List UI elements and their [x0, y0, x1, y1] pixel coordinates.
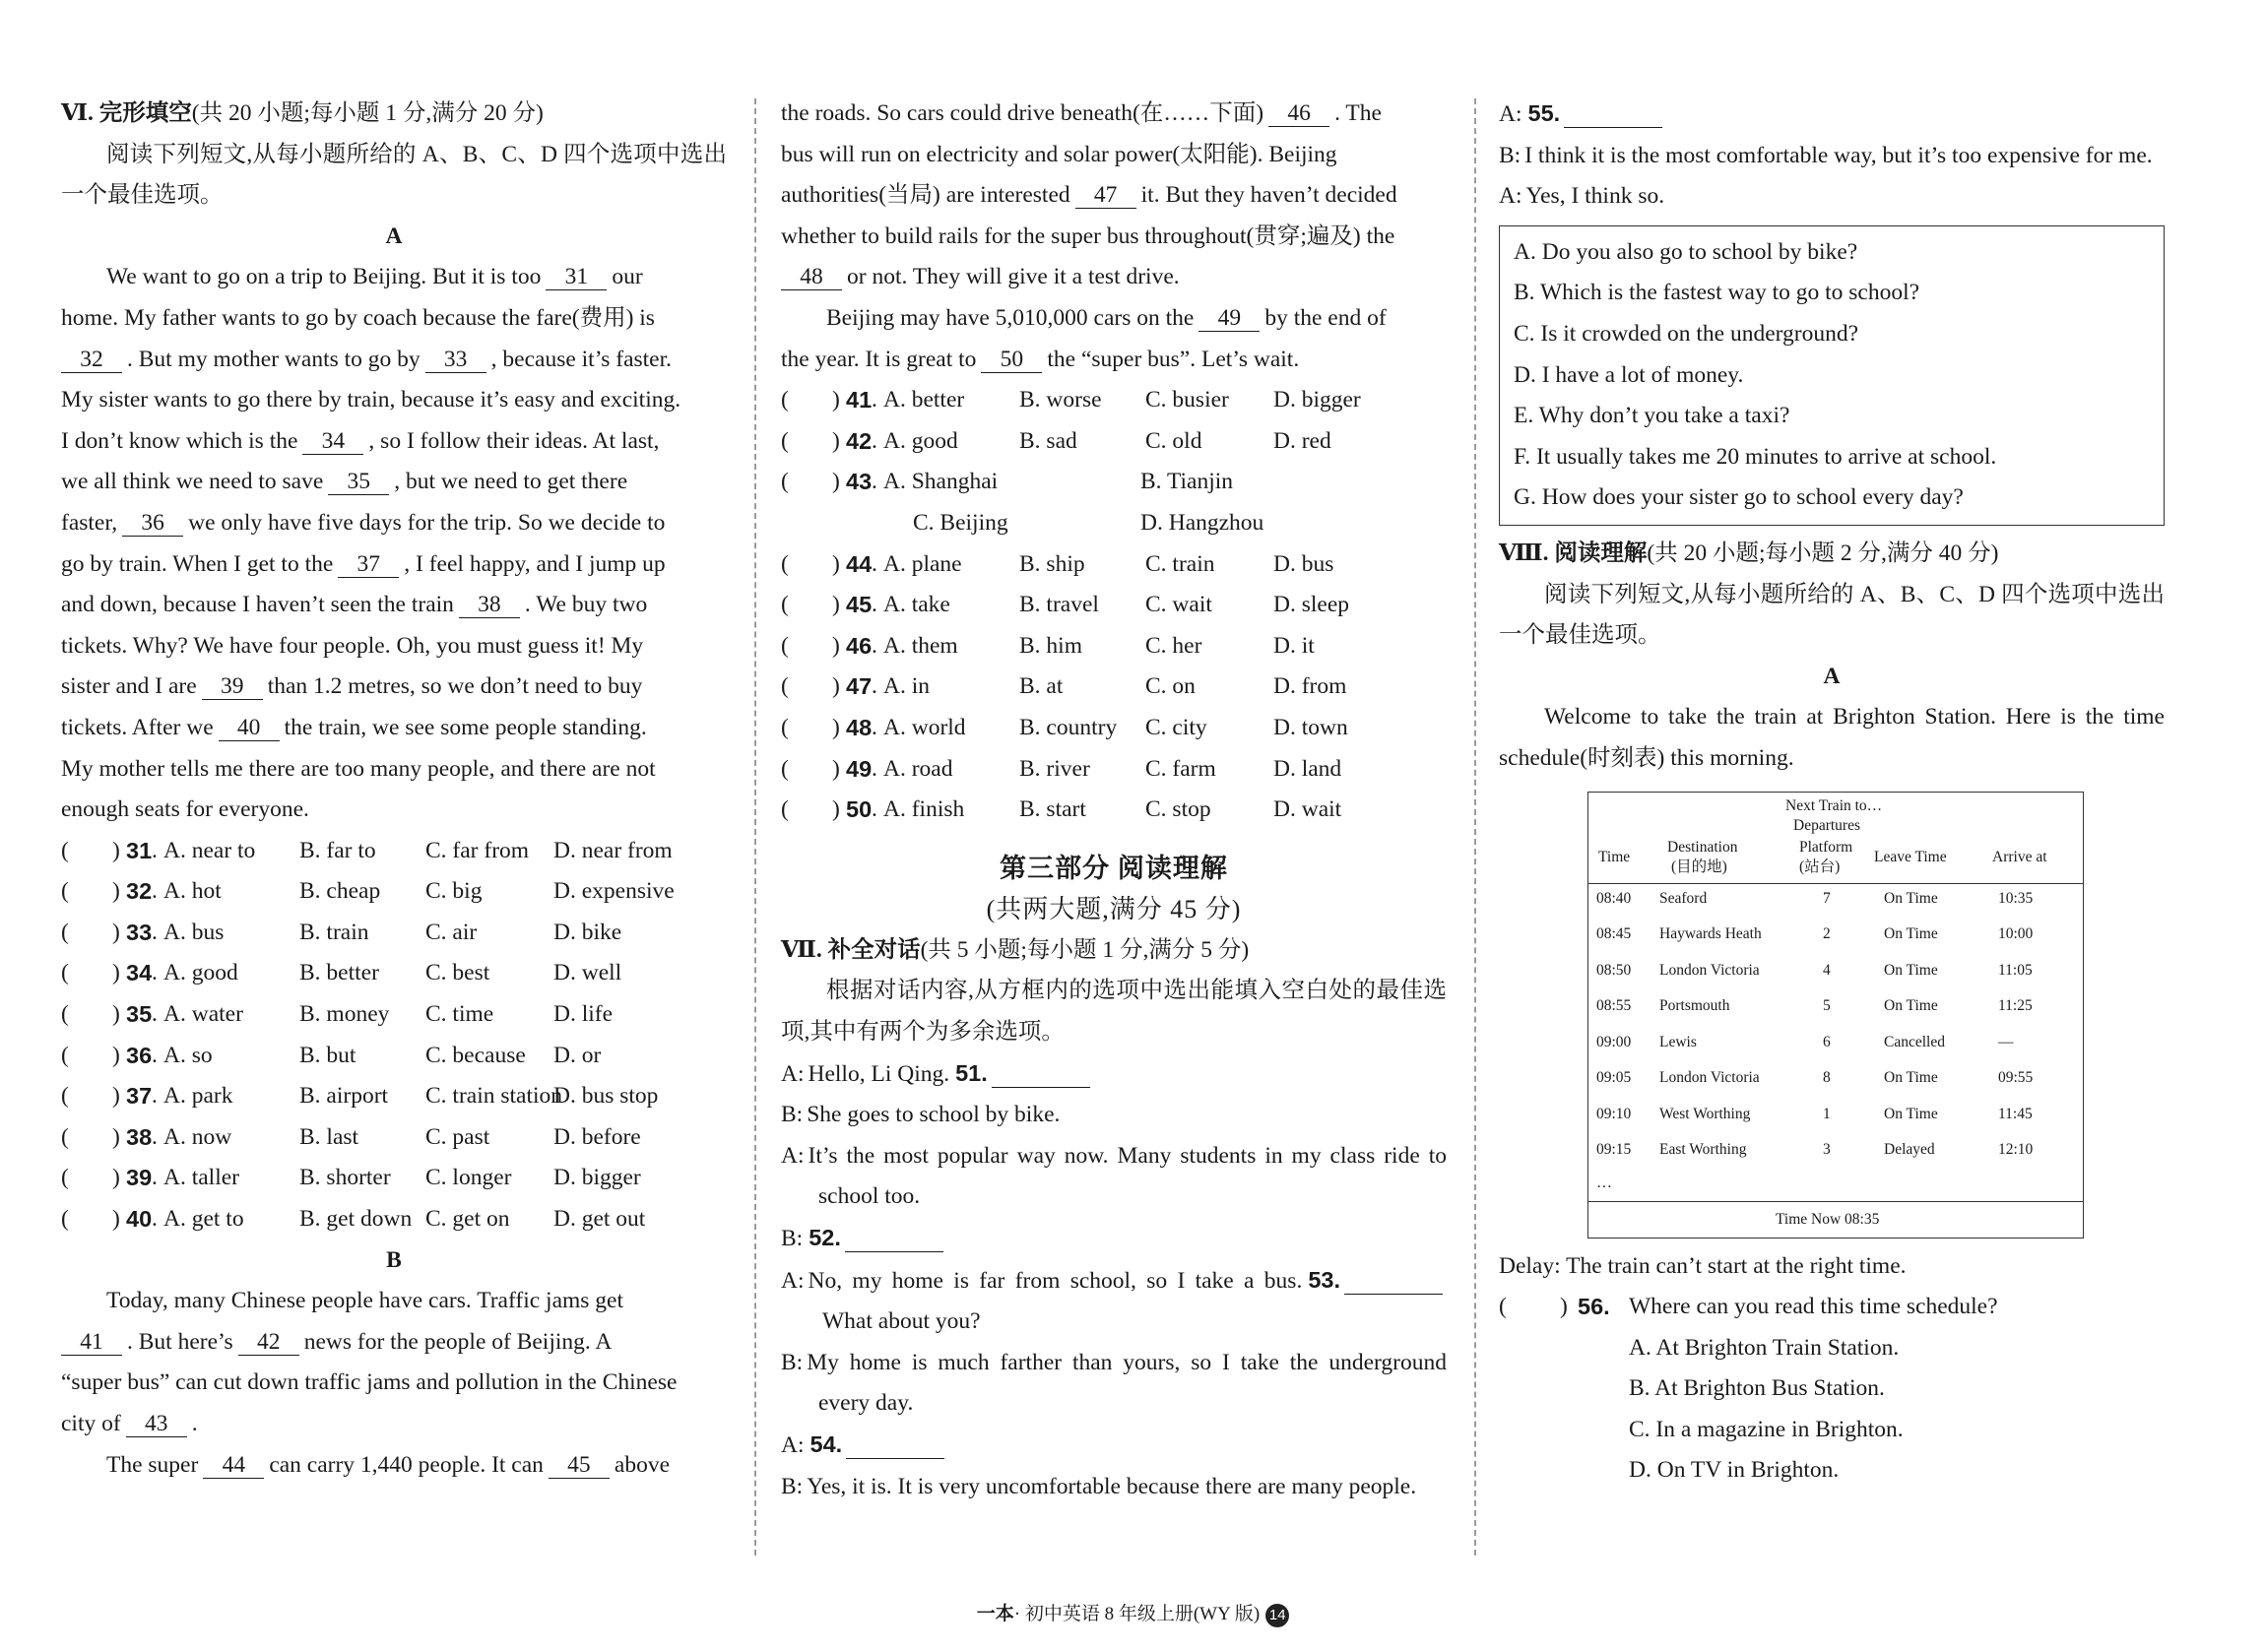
speaker: A:: [1499, 183, 1522, 210]
question-row: ( ) 33 . A. bus B. train C. air D. bike: [61, 913, 727, 954]
option-b[interactable]: B. sad: [1019, 427, 1077, 454]
delay-note: Delay: The train can’t start at the right time.: [1499, 1252, 1907, 1279]
answer-paren[interactable]: (: [781, 592, 789, 618]
answer-paren[interactable]: (: [61, 919, 69, 945]
schedule-header: [1588, 793, 2083, 884]
option-a[interactable]: A. near to: [163, 837, 256, 863]
dialog-option: B. Which is the fastest way to go to school?: [1514, 280, 1920, 306]
question-row: ( ) 46 . A. them B. him C. her D. it: [781, 626, 1447, 667]
option-c[interactable]: C. past: [425, 1123, 490, 1150]
option-a[interactable]: A. road: [883, 755, 953, 782]
option-c[interactable]: C. best: [425, 960, 490, 986]
option-c[interactable]: C. train: [1145, 550, 1215, 577]
option-d[interactable]: D. On TV in Brighton.: [1629, 1457, 1840, 1484]
answer-paren[interactable]: (: [781, 469, 789, 495]
schedule-ellipsis: …: [1596, 1174, 1612, 1191]
dialogue-line: B: I think it is the most comfortable way, but it’s too expensive for me.: [1499, 142, 2153, 168]
option-a[interactable]: A. At Brighton Train Station.: [1629, 1334, 1900, 1361]
passage-title: A: [1823, 663, 1841, 689]
question-list: [781, 380, 1447, 831]
option-d[interactable]: D. Hangzhou: [1140, 509, 1264, 536]
option-a[interactable]: A. in: [883, 673, 930, 700]
option-a[interactable]: A. better: [883, 387, 965, 413]
dialogue-line: A: Hello, Li Qing. 51.: [781, 1053, 1447, 1096]
option-d[interactable]: D. sleep: [1273, 592, 1350, 618]
speaker: A:: [1499, 101, 1522, 127]
answer-paren[interactable]: (: [781, 714, 789, 740]
answer-blank[interactable]: [1564, 101, 1662, 128]
answer-paren[interactable]: (: [781, 427, 789, 454]
question-row: ( ) 35 . A. water B. money C. time D. life: [61, 994, 727, 1036]
speaker: A:: [781, 1432, 805, 1458]
option-d[interactable]: D. it: [1273, 632, 1315, 659]
option-c[interactable]: C. because: [425, 1042, 526, 1068]
option-a[interactable]: A. taller: [163, 1165, 239, 1191]
answer-blank[interactable]: [846, 1432, 944, 1459]
dialog-option: F. It usually takes me 20 minutes to arrive at school.: [1514, 443, 1997, 470]
book-title: · 初中英语 8 年级上册(WY 版): [1013, 1604, 1261, 1624]
question-number: 48: [846, 714, 873, 740]
speaker: A:: [781, 1142, 805, 1169]
question-row: ( ) 39 . A. taller B. shorter C. longer D. bigger: [61, 1158, 727, 1199]
option-c[interactable]: C. In a magazine in Brighton.: [1629, 1416, 1904, 1442]
option-c[interactable]: C. Beijing: [913, 509, 1008, 536]
question-row: ( ) 47 . A. in B. at C. on D. from: [781, 667, 1447, 708]
question-row: ( ) 40 . A. get to B. get down C. get on D. get out: [61, 1199, 727, 1240]
option-d[interactable]: D. well: [553, 960, 622, 986]
question-number: 40: [126, 1206, 153, 1233]
option-c[interactable]: C. on: [1145, 673, 1196, 700]
question-row: ( ) 38 . A. now B. last C. past D. before: [61, 1117, 727, 1159]
option-d[interactable]: D. bus stop: [553, 1083, 659, 1110]
part-subtitle: (共两大题,满分 45 分): [986, 895, 1242, 924]
dialog-option: D. I have a lot of money.: [1514, 361, 1744, 388]
question-number: 34: [126, 960, 153, 986]
answer-paren[interactable]: (: [61, 1206, 69, 1233]
question-number: 45: [846, 592, 873, 618]
dialogue-line: [781, 1425, 1447, 1467]
option-c[interactable]: C. far from: [425, 837, 530, 863]
col-header-leave: Leave Time: [1874, 848, 1947, 865]
option-d[interactable]: D. bus: [1273, 550, 1334, 577]
dialogue: [781, 1053, 1447, 1508]
option-b[interactable]: B. get down: [299, 1206, 413, 1233]
option-b[interactable]: B. worse: [1019, 387, 1102, 413]
section-heading: Ⅷ. 阅读理解(共 20 小题;每小题 2 分,满分 40 分): [1499, 540, 1999, 566]
blank-number: 54.: [809, 1431, 843, 1457]
schedule-row: 08:50 London Victoria 4 On Time 11:05: [1596, 961, 2033, 979]
passage-intro: Welcome to take the train at Brighton Station. Here is the time schedule(时刻表) this morning.: [1499, 704, 2165, 771]
instructions: 阅读下列短文,从每小题所给的 A、B、C、D 四个选项中选出一个最佳选项。: [61, 141, 727, 209]
passage-b-continued: the roads. So cars could drive beneath(在……下面) 46 . The bus will run on electricity and solar power(太阳能). Beijing authorities(当局) are interested 47 it. But they haven’t decided whether to build rails for the super bus throughout(贯穿;遍及) the 48 or not. They will give it a test drive. Beijing may have 5,010,000 cars on the 49 by the end of the year. It is great to 50 the “super bus”. Let’s wait.: [781, 100, 1397, 372]
question-row: ( ) 49 . A. road B. river C. farm D. land: [781, 749, 1447, 791]
schedule-subtitle: Departures: [1793, 816, 1860, 834]
answer-paren[interactable]: (: [61, 1042, 69, 1068]
option-d[interactable]: D. expensive: [553, 878, 675, 905]
dialogue-line: A: Yes, I think so.: [1499, 183, 1665, 210]
option-a[interactable]: A. hot: [163, 878, 222, 905]
schedule-row: 08:40 Seaford 7 On Time 10:35: [1596, 889, 2034, 907]
question-number: 35: [126, 1001, 153, 1028]
option-d[interactable]: D. near from: [553, 837, 673, 863]
part-title: 第三部分 阅读理解: [1000, 853, 1228, 883]
question-number: 43: [846, 469, 873, 495]
option-d[interactable]: D. bike: [553, 919, 622, 945]
option-b[interactable]: B. country: [1019, 714, 1118, 740]
answer-paren[interactable]: (: [61, 1001, 69, 1028]
column-divider: [1474, 98, 1476, 1556]
col-header-destination: Destination: [1667, 838, 1738, 856]
option-b[interactable]: B. last: [299, 1123, 359, 1150]
option-d[interactable]: D. land: [1273, 755, 1342, 782]
page-footer: [0, 1599, 2266, 1627]
answer-paren[interactable]: (: [781, 550, 789, 577]
schedule-row: 09:10 West Worthing 1 On Time 11:45: [1596, 1105, 2033, 1122]
dialogue: [1499, 94, 2165, 218]
blank-number: 55.: [1527, 100, 1561, 126]
dialog-option: E. Why don’t you take a taxi?: [1514, 403, 1790, 429]
question-row: ( ) 31 . A. near to B. far to C. far from D. near from: [61, 831, 727, 872]
schedule-row: 08:55 Portsmouth 5 On Time 11:25: [1596, 997, 2033, 1014]
option-c[interactable]: C. old: [1145, 427, 1202, 454]
option-c[interactable]: C. get on: [425, 1206, 510, 1233]
option-c[interactable]: C. big: [425, 878, 483, 905]
option-b[interactable]: B. far to: [299, 837, 376, 863]
option-c[interactable]: C. her: [1145, 632, 1202, 659]
option-d[interactable]: D. red: [1273, 427, 1331, 454]
option-d[interactable]: D. wait: [1273, 796, 1342, 823]
option-c[interactable]: C. busier: [1145, 387, 1229, 413]
question-number: 36: [126, 1042, 153, 1068]
option-a[interactable]: A. finish: [883, 796, 965, 823]
option-a[interactable]: A. good: [883, 427, 958, 454]
option-a[interactable]: A. water: [163, 1001, 243, 1028]
option-c[interactable]: C. longer: [425, 1165, 512, 1191]
question-number: 37: [126, 1083, 153, 1110]
question-row: ( ) 48 . A. world B. country C. city D. town: [781, 708, 1447, 749]
passage-title: A: [385, 222, 403, 249]
option-b[interactable]: B. money: [299, 1001, 390, 1028]
col-header-platform-cn: (站台): [1799, 858, 1841, 875]
option-a[interactable]: A. park: [163, 1083, 233, 1110]
question-row: ( ) 42 . A. good B. sad C. old D. red: [781, 421, 1447, 463]
question-row: ( ) 45 . A. take B. travel C. wait D. sleep: [781, 585, 1447, 626]
question-number: 44: [846, 550, 873, 577]
option-a[interactable]: A. world: [883, 714, 966, 740]
col-header-arrive: Arrive at: [1992, 848, 2047, 865]
question-row: ( ) 37 . A. park B. airport C. train station D. bus stop: [61, 1076, 727, 1117]
answer-paren[interactable]: (: [61, 1083, 69, 1110]
answer-paren[interactable]: (: [781, 796, 789, 823]
question-row: ( ) 36 . A. so B. but C. because D. or: [61, 1036, 727, 1077]
question-row: ( ) 44 . A. plane B. ship C. train D. bus: [781, 544, 1447, 586]
speaker: B:: [781, 1226, 804, 1252]
answer-paren[interactable]: (: [781, 673, 789, 700]
question-row: ( ) 41 . A. better B. worse C. busier D. bigger: [781, 380, 1447, 421]
passage-a: We want to go on a trip to Beijing. But it is too 31 our home. My father wants to go by coach because the fare(费用) is 32 . But my mother wants to go by 33 , because it’s faster. My sister wants to go there by train, because it’s easy and exciting. I don’t know which is the 34 , so I follow their ideas. At last, we all think we need to save 35 , but we need to get there faster, 36 we only have five days for the trip. So we decide to go by train. When I get to the 37 , I feel happy, and I jump up and down, because I haven’t seen the train 38 . We buy two tickets. Why? We have four people. Oh, you must guess it! My sister and I are 39 than 1.2 metres, so we don’t need to buy tickets. After we 40 the train, we see some people standing. My mother tells me there are too many people, and there are not enough seats for everyone.: [61, 264, 681, 823]
option-c[interactable]: C. air: [425, 919, 478, 945]
question-list: [61, 831, 727, 1240]
option-b[interactable]: B. better: [299, 960, 379, 986]
question-number: 42: [846, 427, 873, 454]
col-header-time: Time: [1598, 848, 1631, 865]
schedule-title: Next Train to…: [1785, 796, 1883, 814]
option-a[interactable]: A. so: [163, 1042, 213, 1068]
option-b[interactable]: B. start: [1019, 796, 1086, 823]
option-d[interactable]: D. bigger: [553, 1165, 641, 1191]
question-row-cont: [781, 503, 1447, 544]
passage-title: B: [386, 1246, 402, 1273]
dialogue-line: [781, 1218, 1447, 1260]
option-c[interactable]: C. time: [425, 1001, 494, 1028]
option-c[interactable]: C. train station: [425, 1083, 563, 1110]
section-heading: Ⅵ. 完形填空(共 20 小题;每小题 1 分,满分 20 分): [61, 100, 544, 126]
answer-blank[interactable]: [845, 1226, 943, 1252]
answer-paren[interactable]: (: [61, 1165, 69, 1191]
answer-blank[interactable]: [1344, 1268, 1443, 1295]
question-row: ( ) 43 . A. Shanghai B. Tianjin: [781, 462, 1447, 503]
answer-paren[interactable]: (: [61, 878, 69, 905]
dialog-option: G. How does your sister go to school every day?: [1514, 484, 1964, 511]
instructions: 阅读下列短文,从每小题所给的 A、B、C、D 四个选项中选出一个最佳选项。: [1499, 581, 2165, 649]
col-header-destination-cn: (目的地): [1671, 858, 1727, 875]
option-d[interactable]: D. town: [1273, 714, 1348, 740]
answer-paren[interactable]: (: [61, 837, 69, 863]
dialogue-line: A: No, my home is far from school, so I take a bus. 53. What about you?: [781, 1260, 1447, 1343]
dialog-option: A. Do you also go to school by bike?: [1514, 238, 1858, 265]
answer-paren[interactable]: (: [61, 1123, 69, 1150]
blank-number: 53.: [1308, 1266, 1340, 1293]
option-b[interactable]: B. airport: [299, 1083, 389, 1110]
speaker: B:: [781, 1349, 804, 1375]
option-d[interactable]: D. from: [1273, 673, 1347, 700]
option-c[interactable]: C. wait: [1145, 592, 1212, 618]
option-b[interactable]: B. shorter: [299, 1165, 391, 1191]
answer-blank[interactable]: [992, 1061, 1090, 1088]
option-b[interactable]: B. train: [299, 919, 369, 945]
dialogue-line: B: She goes to school by bike.: [781, 1102, 1061, 1128]
question-number: 47: [846, 673, 873, 700]
option-a[interactable]: A. take: [883, 592, 950, 618]
question-56: ( ) 56. Where can you read this time schedule?: [1499, 1294, 1998, 1320]
option-d[interactable]: D. or: [553, 1042, 602, 1068]
question-number: 50: [846, 796, 873, 823]
question-number: 41: [846, 387, 873, 413]
schedule-row: 09:05 London Victoria 8 On Time 09:55: [1596, 1069, 2034, 1086]
dialogue-line: A: It’s the most popular way now. Many students in my class ride to school too.: [781, 1142, 1447, 1210]
schedule-row: 08:45 Haywards Heath 2 On Time 10:00: [1596, 925, 2034, 942]
time-schedule: [1587, 792, 2084, 1239]
question-number: 33: [126, 919, 153, 945]
dialogue-line: B: Yes, it is. It is very uncomfortable because there are many people.: [781, 1473, 1417, 1499]
options-box: [1499, 225, 2165, 526]
option-a[interactable]: A. plane: [883, 550, 962, 577]
option-a[interactable]: A. bus: [163, 919, 225, 945]
option-d[interactable]: D. life: [553, 1001, 614, 1028]
option-b[interactable]: B. river: [1019, 755, 1090, 782]
question-row: ( ) 50 . A. finish B. start C. stop D. wait: [781, 790, 1447, 831]
question-number: 39: [126, 1165, 153, 1191]
blank-number: 51.: [955, 1059, 988, 1086]
question-number: 32: [126, 878, 153, 905]
option-c[interactable]: C. city: [1145, 714, 1207, 740]
speaker: B:: [781, 1473, 804, 1499]
option-b[interactable]: B. travel: [1019, 592, 1099, 618]
column-right: [1499, 94, 2165, 1492]
answer-paren[interactable]: (: [781, 387, 789, 413]
option-c[interactable]: C. farm: [1145, 755, 1216, 782]
option-b[interactable]: B. Tianjin: [1140, 469, 1234, 495]
question-number: 46: [846, 632, 873, 659]
schedule-row: 09:00 Lewis 6 Cancelled —: [1596, 1033, 2014, 1050]
column-middle: [781, 94, 1447, 1507]
blank-number: 52.: [809, 1225, 841, 1251]
option-c[interactable]: C. stop: [1145, 796, 1211, 823]
option-b[interactable]: B. but: [299, 1042, 356, 1068]
dialog-option: C. Is it crowded on the underground?: [1514, 320, 1859, 347]
speaker: A:: [781, 1267, 805, 1294]
brand-logo: 一本: [976, 1604, 1014, 1624]
question-row: ( ) 34 . A. good B. better C. best D. well: [61, 953, 727, 994]
schedule-footer: Time Now 08:35: [1588, 1201, 2083, 1238]
option-a[interactable]: A. get to: [163, 1206, 244, 1233]
speaker: A:: [781, 1060, 805, 1087]
answer-paren[interactable]: (: [781, 632, 789, 659]
col-header-platform: Platform: [1799, 838, 1853, 856]
option-b[interactable]: B. cheap: [299, 878, 381, 905]
answer-paren[interactable]: (: [781, 755, 789, 782]
column-divider: [754, 98, 756, 1556]
instructions: 根据对话内容,从方框内的选项中选出能填入空白处的最佳选项,其中有两个为多余选项。: [781, 978, 1447, 1046]
passage-b: Today, many Chinese people have cars. Traffic jams get 41 . But here’s 42 news for the people of Beijing. A “super bus” can cut down traffic jams and pollution in the Chinese city of 43 . The super 44 can carry 1,440 people. It can 45 above: [61, 1288, 678, 1478]
option-d[interactable]: D. get out: [553, 1206, 646, 1233]
dialogue-line: [1499, 94, 2165, 136]
column-left: [61, 94, 727, 1486]
option-d[interactable]: D. bigger: [1273, 387, 1361, 413]
dialogue-line: B: My home is much farther than yours, so I take the underground every day.: [781, 1349, 1447, 1417]
page-number: 14: [1265, 1604, 1289, 1627]
question-number: 31: [126, 837, 153, 863]
schedule-row: 09:15 East Worthing 3 Delayed 12:10: [1596, 1141, 2034, 1158]
speaker: B:: [1499, 142, 1521, 168]
option-a[interactable]: A. good: [163, 960, 238, 986]
option-b[interactable]: B. ship: [1019, 550, 1085, 577]
question-number: 38: [126, 1123, 153, 1150]
option-a[interactable]: A. now: [163, 1123, 232, 1150]
section-heading: Ⅶ. 补全对话(共 5 小题;每小题 1 分,满分 5 分): [781, 936, 1250, 963]
option-a[interactable]: A. Shanghai: [883, 469, 999, 495]
option-b[interactable]: B. at: [1019, 673, 1064, 700]
answer-paren[interactable]: (: [61, 960, 69, 986]
speaker: B:: [781, 1102, 804, 1128]
option-b[interactable]: B. At Brighton Bus Station.: [1629, 1375, 1885, 1402]
option-a[interactable]: A. them: [883, 632, 958, 659]
question-number: 49: [846, 755, 873, 782]
option-d[interactable]: D. before: [553, 1123, 641, 1150]
option-b[interactable]: B. him: [1019, 632, 1082, 659]
question-row: ( ) 32 . A. hot B. cheap C. big D. expensive: [61, 871, 727, 913]
